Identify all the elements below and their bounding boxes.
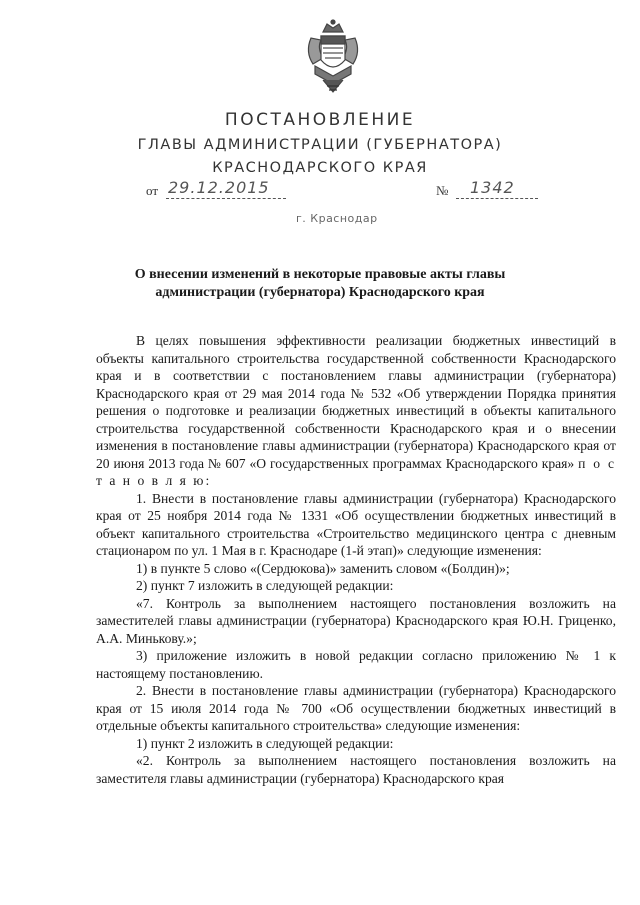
document-title <box>70 266 570 302</box>
date-label: от <box>146 183 159 198</box>
issuer-heading: ГЛАВЫ АДМИНИСТРАЦИИ (ГУБЕРНАТОРА) <box>137 137 503 153</box>
preamble-text: В целях повышения эффективности реализации бюджетных инвестиций в объекты капитального строительства государственной собственности Краснодарского края и в соответствии с постановлением главы администрации (губернатора) Краснодарского края от 29 мая 2014 года № 532 «Об утверждении Порядка принятия решения о подготовке и реализации бюджетных инвестиций в объекты капитального строительства государственной собственности Краснодарского края и о внесении изменения в постановление главы администрации (губернатора) Краснодарского края от 20 июня 2013 года № 607 «О государственных программах Краснодарского края» <box>96 333 616 471</box>
clause-1-paragraph: 1. Внести в постановление главы администрации (губернатора) Краснодарского края от 25 ноября 2014 года № 1331 «Об осуществлении бюджетных инвестиций в объект капитального строительства «Строительство медицинского центра с дневным стационаром по ул. 1 Мая в г. Краснодаре (1-й этап)» следующие изменения: <box>96 490 616 558</box>
date-underline <box>166 198 286 199</box>
preamble-paragraph <box>96 332 616 490</box>
document-type-heading: ПОСТАНОВЛЕНИЕ <box>224 110 416 130</box>
region-heading: КРАСНОДАРСКОГО КРАЯ <box>212 160 428 176</box>
clause-1-quote: «7. Контроль за выполнением настоящего постановления возложить на заместителей главы администрации (губернатора) Краснодарского края Ю.Н. Гриценко, А.А. Минькову.»; <box>96 595 616 646</box>
number-underline <box>456 198 538 199</box>
clause-2-item-1: 1) пункт 2 изложить в следующей редакции: <box>136 735 394 751</box>
clause-1-item-2: 2) пункт 7 изложить в следующей редакции: <box>136 578 394 593</box>
document-body <box>96 332 616 787</box>
coat-of-arms-icon <box>301 18 365 96</box>
handwritten-date: 29.12.2015 <box>168 178 270 197</box>
resolve-word: п о с т а н о в л я ю: <box>96 455 616 488</box>
clause-2-paragraph: 2. Внести в постановление главы администрации (губернатора) Краснодарского края от 15 июля 2014 года № 700 «Об осуществлении бюджетных инвестиций в отдельные объекты капитального строительства» следующие изменения: <box>96 683 616 733</box>
clause-1-item-3: 3) приложение изложить в новой редакции согласно приложению № 1 к настоящему постановлению. <box>96 648 616 681</box>
city-label: г. Краснодар <box>296 212 378 225</box>
clause-1-item-1: 1) в пункте 5 слово «(Сердюкова)» заменить словом «(Болдин)»; <box>136 560 510 576</box>
number-label: № <box>436 183 449 198</box>
clause-2-quote: «2. Контроль за выполнением настоящего постановления возложить на заместителя главы администрации (губернатора) Краснодарского края <box>96 753 616 786</box>
handwritten-number: 1342 <box>470 178 515 197</box>
title-line-2: администрации (губернатора) Краснодарского края <box>155 285 485 300</box>
title-line-1: О внесении изменений в некоторые правовые акты главы <box>134 267 506 282</box>
